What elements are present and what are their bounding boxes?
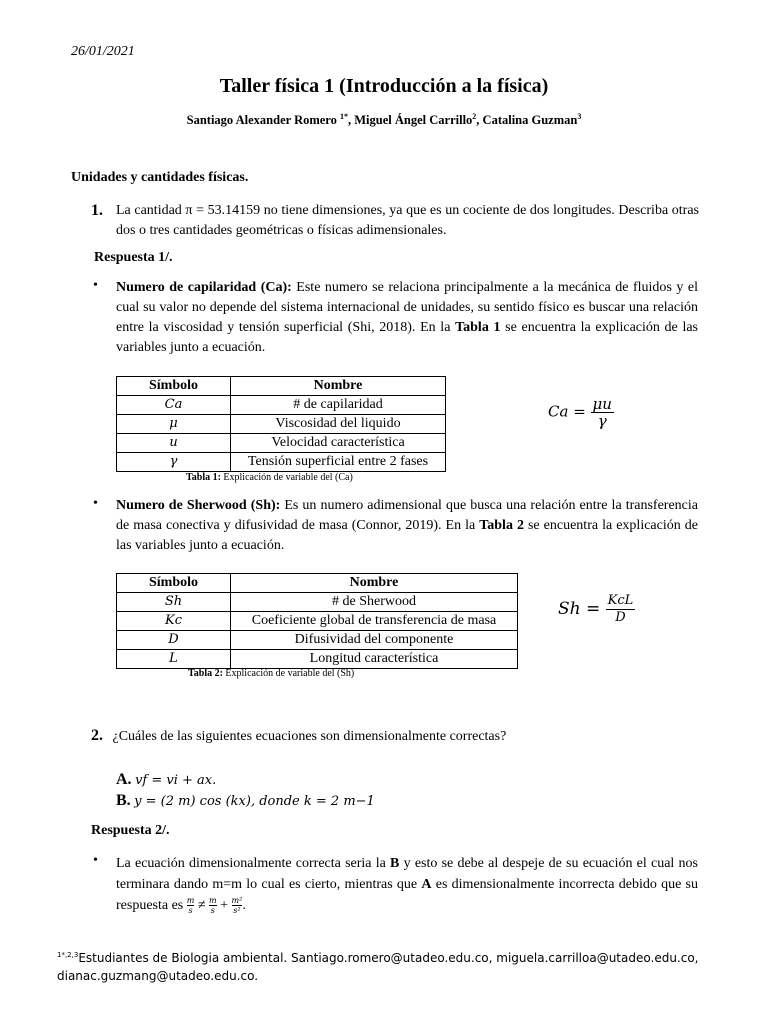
author-2-sup: 2 xyxy=(472,112,477,121)
answer-2-label: Respuesta 2/. xyxy=(91,823,170,838)
question-1-text: La cantidad π = 53.14159 no tiene dimensiones, ya que es un cociente de dos longitudes. Describa otras dos o tres cantidades geométricas o físicas adimensionales. xyxy=(116,203,699,238)
question-2-text: ¿Cuáles de las siguientes ecuaciones son dimensionalmente correctas? xyxy=(112,729,507,744)
bullet-icon: • xyxy=(93,496,98,511)
question-2 xyxy=(91,726,506,747)
table-row: L Longitud característica xyxy=(117,650,518,669)
footer-line-2: dianac.guzmang@utadeo.edu.co. xyxy=(57,969,259,983)
table-header-cell: Símbolo xyxy=(117,377,231,396)
option-a: A. vf = vi + ax. xyxy=(116,771,217,788)
table-1 xyxy=(116,376,446,472)
footer-sup: 1*,2,3 xyxy=(57,951,79,959)
table-row: μ Viscosidad del liquido xyxy=(117,415,446,434)
author-1-sup: 1* xyxy=(340,112,348,121)
author-2: Miguel Ángel Carrillo xyxy=(354,113,473,128)
question-2-number: 2. xyxy=(91,727,103,744)
table-header-cell: Nombre xyxy=(231,377,446,396)
footer-line-1: Estudiantes de Biologia ambiental. Santiago.romero@utadeo.edu.co, miguela.carrilloa@utadeo.edu.co, xyxy=(78,951,699,965)
author-1: Santiago Alexander Romero xyxy=(186,113,337,128)
table-1-caption: Tabla 1: Explicación de variable del (Ca) xyxy=(186,472,353,483)
table-row: Ca # de capilaridad xyxy=(117,396,446,415)
bullet-icon: • xyxy=(93,853,98,868)
answer-1-label: Respuesta 1/. xyxy=(94,250,173,265)
answer-2-text: La ecuación dimensionalmente correcta seria la B y esto se debe al despeje de su ecuación el cual nos terminara dando m=m lo cual es cierto, mientras que A es dimensionalmente incorrecta debido que su respuesta es $\frac{m}{s}$ ≠ $\frac{m}{s}$ + $\frac{\text{m²}}{\text{s²}}$ . xyxy=(116,856,699,916)
question-1-number: 1. xyxy=(91,202,103,219)
table-row: D Difusividad del componente xyxy=(117,631,518,650)
document-date: 26/01/2021 xyxy=(71,44,135,59)
footer-note xyxy=(57,946,737,985)
answer-1-item-capilaridad: Numero de capilaridad (Ca): Este numero se relaciona principalmente a la mecánica de fluidos y el cual su valor no depende del sistema internacional de unidades, su sentido físico es buscar una relación entre la viscosidad y tensión superficial (Shi, 2018). En la Tabla 1 se encuentra la explicación de las variables junto a ecuación. xyxy=(116,280,698,355)
equation-ca: Ca = $\frac{\mu u}{\gamma}$ xyxy=(548,395,612,430)
authors-line: Santiago Alexander Romero $^{1*}$, Miguel Ángel Carrillo$^2$, Catalina Guzman$^3$ xyxy=(186,112,582,128)
table-row: Sh # de Sherwood xyxy=(117,593,518,612)
page-title: Taller física 1 (Introducción a la física) xyxy=(219,75,549,97)
option-b: B. y = (2 m) cos (kx), donde k = 2 m−1 xyxy=(116,792,375,809)
bullet-icon: • xyxy=(93,278,98,293)
table-row: Kc Coeficiente global de transferencia de masa xyxy=(117,612,518,631)
answer-1-item-sherwood: Numero de Sherwood (Sh): Es un numero adimensional que busca una relación entre la transferencia de masa conectiva y difusividad de masa (Connor, 2019). En la Tabla 2 se encuentra la explicación de las variables junto a ecuación. xyxy=(116,498,698,553)
table-2 xyxy=(116,573,518,669)
table-header-row xyxy=(117,574,518,593)
equation-sh: Sh = $\frac{\text{KcL}}{D}$ xyxy=(558,593,634,625)
question-1 xyxy=(91,201,699,241)
author-3-sup: 3 xyxy=(577,112,582,121)
author-3: Catalina Guzman xyxy=(482,113,578,128)
section-heading: Unidades y cantidades físicas. xyxy=(71,170,249,185)
table-row: u Velocidad característica xyxy=(117,434,446,453)
table-header-cell: Símbolo xyxy=(117,574,231,593)
table-2-caption: Tabla 2: Explicación de variable del (Sh) xyxy=(188,668,355,679)
table-header-row xyxy=(117,377,446,396)
table-row: γ Tensión superficial entre 2 fases xyxy=(117,453,446,472)
table-header-cell: Nombre xyxy=(231,574,518,593)
